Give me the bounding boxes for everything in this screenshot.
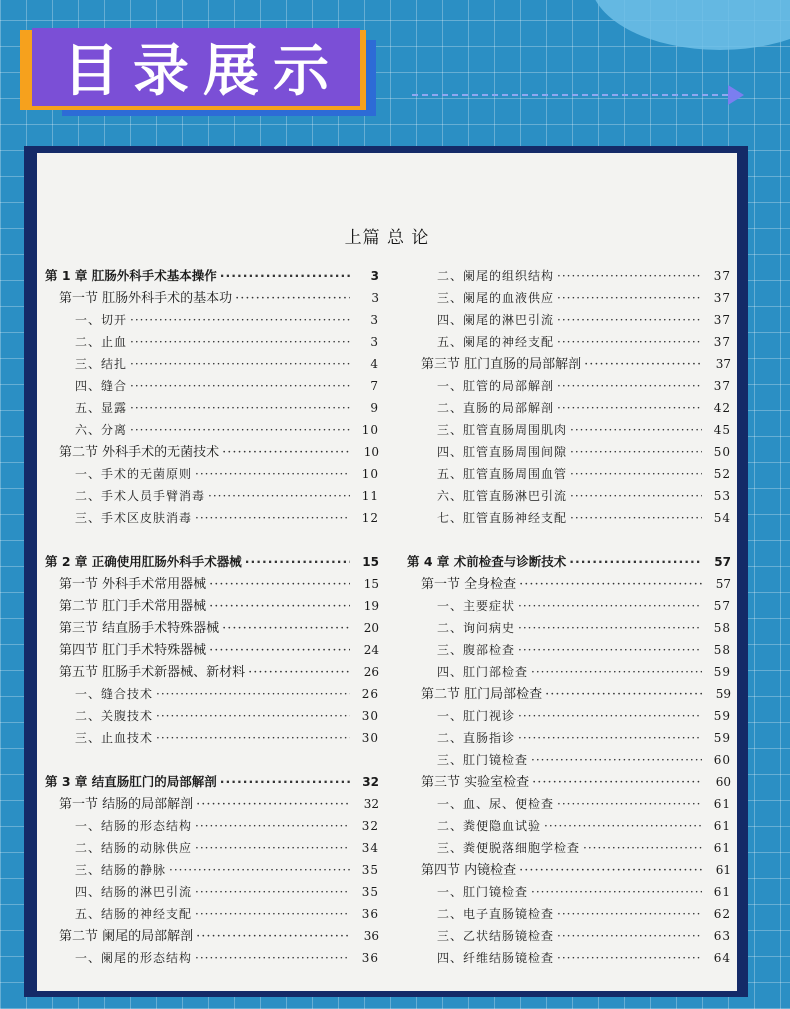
toc-section-row [45,617,379,639]
toc-entry-title: 一、肛管的局部解剖 [437,379,555,393]
dot-leader [557,925,702,947]
toc-column-left [45,265,379,969]
dot-leader [570,419,702,441]
toc-entry-title: 二、电子直肠镜检查 [437,907,555,921]
toc-page-number: 37 [713,269,731,283]
toc-section-row [407,573,731,595]
toc-item-row [407,507,731,529]
toc-item-row [45,683,379,705]
toc-entry-title: 五、结肠的神经支配 [75,907,193,921]
toc-page-number: 11 [361,489,379,503]
dot-leader [156,705,350,727]
toc-item-row [407,287,731,309]
dot-leader [220,771,350,793]
toc-entry-title: 一、肛门镜检查 [437,885,529,899]
toc-page-number: 59 [713,665,731,679]
dot-leader [584,354,702,376]
toc-entry-title: 二、结肠的动脉供应 [75,841,193,855]
toc-entry-title: 第二节 肛门手术常用器械 [59,599,207,614]
dot-leader [245,551,350,573]
toc-item-row [407,375,731,397]
toc-section-row [407,683,731,705]
part-heading: 上篇 总 论 [344,228,430,248]
dot-leader [518,727,702,749]
dot-leader [130,397,350,419]
toc-entry-title: 二、关腹技术 [75,709,154,723]
toc-entry-title: 第四节 肛门手术特殊器械 [59,643,207,658]
dot-leader [531,881,702,903]
toc-entry-title: 第四节 内镜检查 [421,863,517,878]
dot-leader [235,288,350,310]
dot-leader [248,662,350,684]
dot-leader [557,903,702,925]
toc-item-row [45,375,379,397]
toc-item-row [407,793,731,815]
dot-leader [531,661,702,683]
dot-leader [518,639,702,661]
dot-leader [195,507,350,529]
toc-page-number: 20 [363,621,379,635]
toc-entry-title: 第 3 章 结直肠肛门的局部解剖 [45,774,217,789]
dot-leader [557,397,702,419]
toc-item-row [407,485,731,507]
dot-leader [570,441,702,463]
toc-item-row [407,815,731,837]
toc-entry-title: 第一节 结肠的局部解剖 [59,797,194,812]
toc-item-row [45,353,379,375]
toc-page-number: 30 [361,731,379,745]
toc-page-number: 35 [361,885,379,899]
dot-leader [130,331,350,353]
dot-leader [557,265,702,287]
dot-leader [583,837,702,859]
toc-entry-title: 第一节 外科手术常用器械 [59,577,207,592]
toc-section-row [407,771,731,793]
toc-page-number: 36 [363,929,379,943]
toc-entry-title: 第二节 阑尾的局部解剖 [59,929,194,944]
toc-item-row [45,397,379,419]
toc-item-row [45,947,379,969]
toc-item-row [407,661,731,683]
toc-item-row [407,309,731,331]
toc-entry-title: 二、止血 [75,335,128,349]
toc-page-number: 61 [713,885,731,899]
toc-entry-title: 第二节 肛门局部检查 [421,687,543,702]
toc-entry-title: 一、主要症状 [437,599,516,613]
dot-leader [209,596,350,618]
toc-section-row [45,573,379,595]
toc-entry-title: 四、缝合 [75,379,128,393]
toc-page-number: 62 [713,907,731,921]
toc-section-row [45,441,379,463]
dot-leader [570,463,702,485]
toc-entry-title: 一、结肠的形态结构 [75,819,193,833]
toc-section-row [45,793,379,815]
dot-leader [557,309,702,331]
toc-entry-title: 七、肛管直肠神经支配 [437,511,568,525]
toc-item-row [45,309,379,331]
toc-entry-title: 三、阑尾的血液供应 [437,291,555,305]
toc-page-number: 9 [370,401,379,415]
toc-entry-title: 六、肛管直肠淋巴引流 [437,489,568,503]
toc-page-number: 32 [361,819,379,833]
toc-page-number: 19 [363,599,379,613]
toc-page-number: 37 [713,379,731,393]
dot-leader [222,618,350,640]
toc-page-number: 26 [361,687,379,701]
dot-leader [544,815,702,837]
toc-entry-title: 三、乙状结肠镜检查 [437,929,555,943]
banner [32,28,360,106]
toc-entry-title: 五、显露 [75,401,128,415]
toc-chapter-row [45,771,379,793]
toc-item-row [407,749,731,771]
toc-item-row [45,837,379,859]
dot-leader [209,640,350,662]
toc-spacer [45,529,379,551]
toc-page-number: 37 [713,313,731,327]
toc-page-number: 30 [361,709,379,723]
toc-item-row [407,441,731,463]
toc-page-number: 24 [363,643,379,657]
toc-item-row [407,727,731,749]
dot-leader [519,860,702,882]
toc-entry-title: 五、阑尾的神经支配 [437,335,555,349]
dot-leader [557,947,702,969]
toc-page-number: 54 [713,511,731,525]
toc-entry-title: 第 2 章 正确使用肛肠外科手术器械 [45,554,242,569]
toc-column-right [407,265,731,969]
toc-chapter-row [407,551,731,573]
toc-page-number: 26 [363,665,379,679]
toc-item-row [407,419,731,441]
toc-item-row [45,419,379,441]
toc-entry-title: 二、阑尾的组织结构 [437,269,555,283]
toc-page-number: 61 [715,863,731,877]
toc-page-number: 3 [370,335,379,349]
toc-item-row [45,815,379,837]
dot-leader [570,507,702,529]
toc-entry-title: 三、肛门镜检查 [437,753,529,767]
dot-leader [195,903,350,925]
toc-item-row [45,507,379,529]
toc-item-row [407,331,731,353]
toc-page-number: 58 [713,643,731,657]
toc-page-number: 61 [713,841,731,855]
toc-page-number: 10 [363,445,379,459]
toc-entry-title: 五、肛管直肠周围血管 [437,467,568,481]
toc-item-row [45,859,379,881]
toc-item-row [407,925,731,947]
toc-entry-title: 第 4 章 术前检查与诊断技术 [407,554,567,569]
toc-item-row [407,617,731,639]
toc-page-number: 61 [713,797,731,811]
toc-entry-title: 四、结肠的淋巴引流 [75,885,193,899]
toc-section-row [407,859,731,881]
toc-page-number: 3 [370,269,379,283]
dot-leader [222,442,350,464]
toc-entry-title: 二、直肠指诊 [437,731,516,745]
toc-page-number: 36 [361,907,379,921]
dot-leader [519,574,702,596]
toc-entry-title: 三、手术区皮肤消毒 [75,511,193,525]
toc-page-number: 53 [713,489,731,503]
dot-leader [209,574,350,596]
toc-page-number: 4 [370,357,379,371]
toc-entry-title: 四、纤维结肠镜检查 [437,951,555,965]
toc-entry-title: 三、止血技术 [75,731,154,745]
corner-decoration [590,0,790,50]
dot-leader [557,793,702,815]
dot-leader [156,683,350,705]
toc-page-number: 57 [715,577,731,591]
dot-leader [195,947,350,969]
toc-item-row [407,265,731,287]
toc-entry-title: 三、结肠的静脉 [75,863,167,877]
toc-section-row [45,595,379,617]
toc-item-row [45,331,379,353]
toc-section-row [45,925,379,947]
toc-item-row [407,947,731,969]
toc-page-number: 45 [713,423,731,437]
toc-entry-title: 一、阑尾的形态结构 [75,951,193,965]
toc-entry-title: 三、粪便脱落细胞学检查 [437,841,581,855]
dot-leader [518,617,702,639]
dot-leader [518,705,702,727]
dot-leader [570,485,702,507]
toc-entry-title: 二、询问病史 [437,621,516,635]
dashed-divider [412,94,728,96]
dot-leader [130,419,350,441]
toc-entry-title: 一、切开 [75,313,128,327]
toc-section-row [45,287,379,309]
dot-leader [156,727,350,749]
toc-section-row [45,639,379,661]
toc-item-row [407,903,731,925]
toc-page-number: 57 [714,555,731,569]
dot-leader [195,881,350,903]
toc-page-number: 64 [713,951,731,965]
toc-page-number: 42 [713,401,731,415]
toc-entry-title: 一、肛门视诊 [437,709,516,723]
toc-entry-title: 第三节 肛门直肠的局部解剖 [421,357,582,372]
toc-entry-title: 二、粪便隐血试验 [437,819,542,833]
toc-entry-title: 一、手术的无菌原则 [75,467,193,481]
toc-entry-title: 一、缝合技术 [75,687,154,701]
toc-item-row [45,705,379,727]
toc-page-number: 63 [713,929,731,943]
dot-leader [169,859,350,881]
toc-entry-title: 第五节 肛肠手术新器械、新材料 [59,665,246,680]
dot-leader [545,684,702,706]
toc-chapter-row [45,551,379,573]
toc-item-row [407,639,731,661]
toc-entry-title: 第二节 外科手术的无菌技术 [59,445,220,460]
toc-page-number: 50 [713,445,731,459]
dot-leader [531,749,702,771]
toc-page-number: 15 [363,577,379,591]
toc-page-number: 36 [361,951,379,965]
toc-item-row [407,595,731,617]
toc-item-row [45,881,379,903]
dot-leader [220,265,350,287]
toc-chapter-row [45,265,379,287]
toc-entry-title: 第三节 实验室检查 [421,775,530,790]
toc-item-row [407,463,731,485]
dot-leader [532,772,702,794]
toc-section-row [45,661,379,683]
dot-leader [130,375,350,397]
dot-leader [569,551,702,573]
toc-page-number: 52 [713,467,731,481]
toc-entry-title: 第 1 章 肛肠外科手术基本操作 [45,268,217,283]
toc-spacer [407,529,731,551]
toc-page-number: 12 [361,511,379,525]
toc-item-row [45,485,379,507]
dot-leader [195,815,350,837]
toc-page-number: 59 [713,731,731,745]
toc-page-number: 3 [371,291,379,305]
toc-section-row [407,353,731,375]
toc-entry-title: 二、直肠的局部解剖 [437,401,555,415]
arrow-right-icon [728,85,744,105]
toc-entry-title: 四、肛门部检查 [437,665,529,679]
toc-page-number: 61 [713,819,731,833]
toc-entry-title: 一、血、尿、便检查 [437,797,555,811]
toc-entry-title: 六、分离 [75,423,128,437]
toc-spacer [45,749,379,771]
toc-page [37,153,737,991]
toc-page-number: 37 [713,291,731,305]
toc-entry-title: 三、肛管直肠周围肌肉 [437,423,568,437]
toc-page-number: 7 [370,379,379,393]
dot-leader [130,353,350,375]
dot-leader [518,595,702,617]
toc-page-number: 10 [361,467,379,481]
toc-entry-title: 第一节 肛肠外科手术的基本功 [59,291,233,306]
toc-page-number: 37 [713,335,731,349]
toc-page-number: 59 [713,709,731,723]
toc-page-number: 60 [713,753,731,767]
toc-page-number: 59 [715,687,731,701]
toc-page-number: 58 [713,621,731,635]
dot-leader [557,331,702,353]
banner-title: 目录展示 [63,39,343,104]
toc-entry-title: 二、手术人员手臂消毒 [75,489,206,503]
toc-page-number: 10 [361,423,379,437]
toc-page-number: 57 [713,599,731,613]
toc-item-row [45,463,379,485]
dot-leader [130,309,350,331]
toc-item-row [45,727,379,749]
dot-leader [557,287,702,309]
toc-page-number: 32 [362,775,379,789]
toc-entry-title: 四、阑尾的淋巴引流 [437,313,555,327]
toc-item-row [407,705,731,727]
toc-page-number: 35 [361,863,379,877]
toc-entry-title: 三、结扎 [75,357,128,371]
dot-leader [208,485,350,507]
toc-page-number: 37 [715,357,731,371]
toc-page-number: 60 [715,775,731,789]
toc-page-number: 3 [370,313,379,327]
toc-item-row [407,397,731,419]
toc-item-row [407,837,731,859]
toc-entry-title: 第三节 结直肠手术特殊器械 [59,621,220,636]
toc-entry-title: 三、腹部检查 [437,643,516,657]
toc-page-number: 34 [361,841,379,855]
dot-leader [195,837,350,859]
dot-leader [196,794,350,816]
toc-item-row [407,881,731,903]
toc-entry-title: 四、肛管直肠周围间隙 [437,445,568,459]
toc-page-number: 15 [362,555,379,569]
dot-leader [196,926,350,948]
dot-leader [195,463,350,485]
toc-page-number: 32 [363,797,379,811]
toc-entry-title: 第一节 全身检查 [421,577,517,592]
dot-leader [557,375,702,397]
toc-item-row [45,903,379,925]
